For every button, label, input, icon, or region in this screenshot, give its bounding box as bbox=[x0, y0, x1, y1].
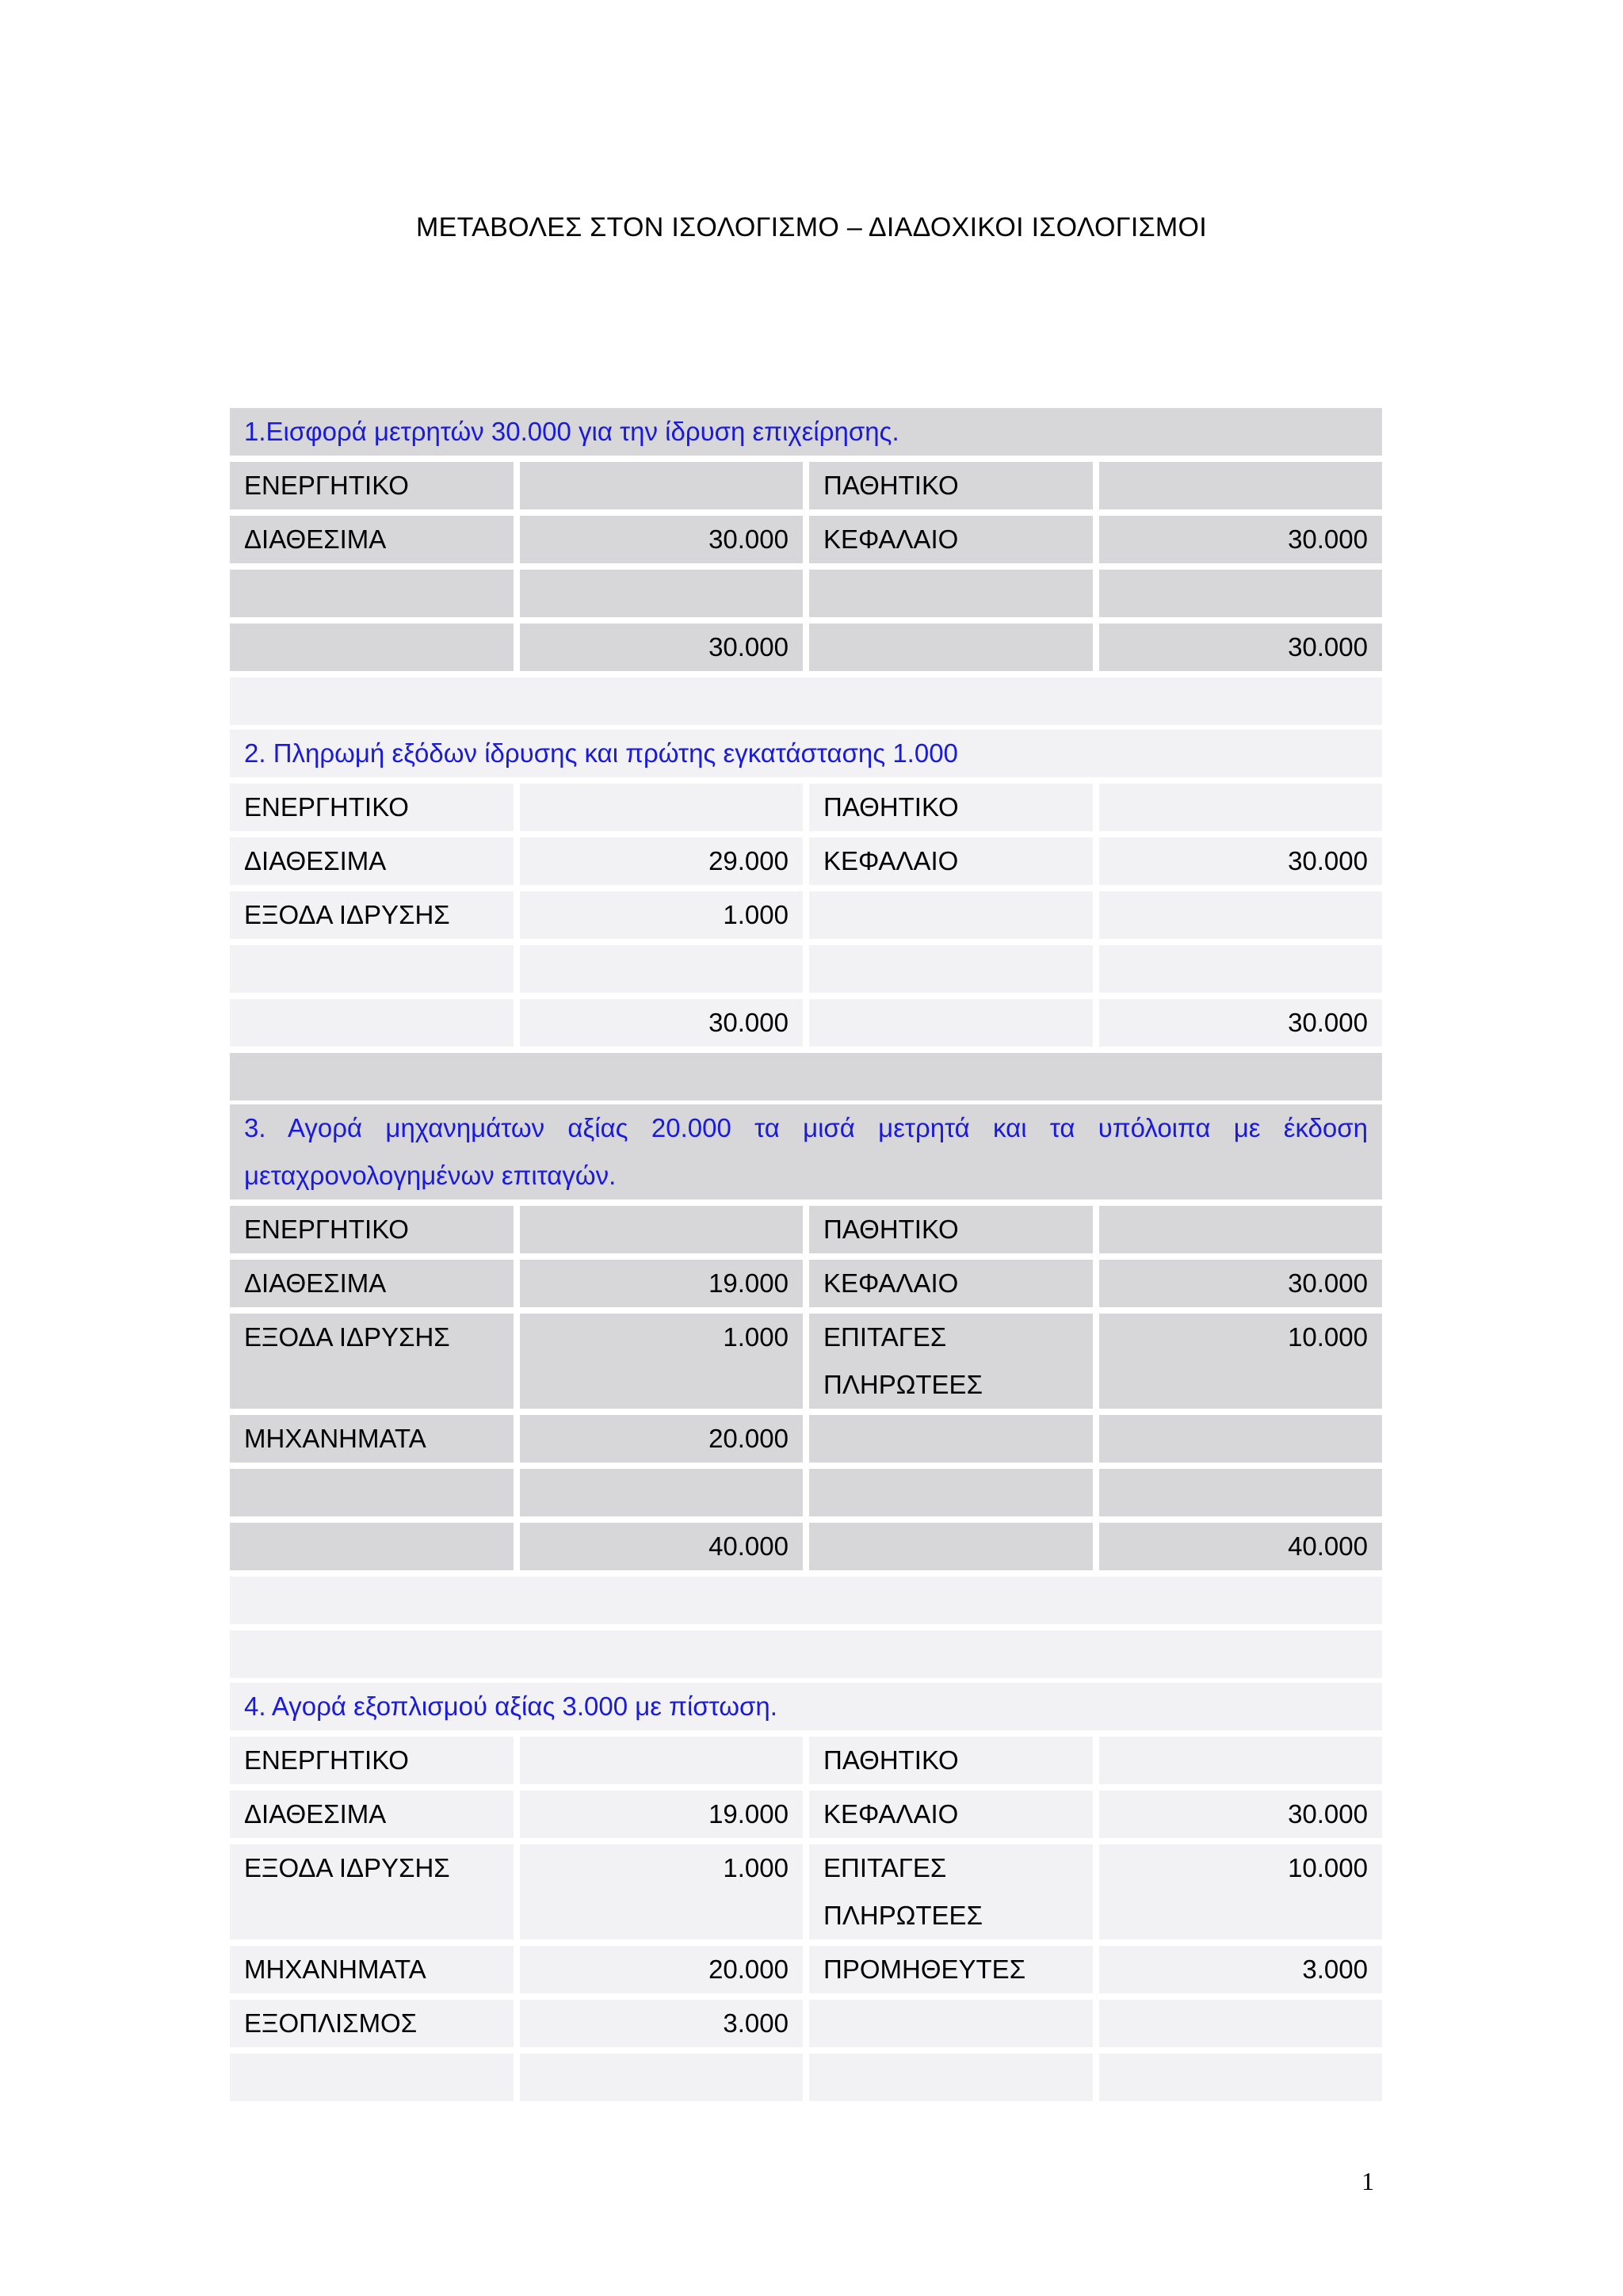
assets-header: ΕΝΕΡΓΗΤΙΚΟ bbox=[230, 1206, 514, 1253]
asset-name: ΔΙΑΘΕΣΙΜΑ bbox=[230, 1260, 514, 1307]
header-row bbox=[230, 784, 1382, 831]
assets-header: ΕΝΕΡΓΗΤΙΚΟ bbox=[230, 1737, 514, 1784]
asset-value: 30.000 bbox=[520, 516, 804, 563]
header-row bbox=[230, 1206, 1382, 1253]
asset-value: 19.000 bbox=[520, 1791, 804, 1838]
liability-name: ΚΕΦΑΛΑΙΟ bbox=[809, 1791, 1093, 1838]
liability-value: 10.000 bbox=[1099, 1314, 1383, 1409]
asset-value: 1.000 bbox=[520, 891, 804, 939]
liabilities-header: ΠΑΘΗΤΙΚΟ bbox=[809, 1737, 1093, 1784]
empty-row bbox=[230, 570, 1382, 617]
liabilities-total: 40.000 bbox=[1099, 1523, 1383, 1570]
spacer-row bbox=[230, 1630, 1382, 1678]
assets-total: 40.000 bbox=[520, 1523, 804, 1570]
table-row bbox=[230, 2000, 1382, 2047]
liability-value: 30.000 bbox=[1099, 1260, 1383, 1307]
section-heading-row bbox=[230, 1683, 1382, 1730]
balance-sheet-3 bbox=[223, 1098, 1388, 1684]
table-row bbox=[230, 1260, 1382, 1307]
liabilities-header: ΠΑΘΗΤΙΚΟ bbox=[809, 1206, 1093, 1253]
asset-value: 19.000 bbox=[520, 1260, 804, 1307]
liability-name: ΕΠΙΤΑΓΕΣ ΠΛΗΡΩΤΕΕΣ bbox=[809, 1844, 1093, 1939]
asset-value: 20.000 bbox=[520, 1946, 804, 1993]
liability-value: 3.000 bbox=[1099, 1946, 1383, 1993]
empty-row bbox=[230, 1469, 1382, 1516]
liability-value: 30.000 bbox=[1099, 837, 1383, 885]
empty-row bbox=[230, 945, 1382, 993]
liabilities-header: ΠΑΘΗΤΙΚΟ bbox=[809, 462, 1093, 509]
asset-name: ΔΙΑΘΕΣΙΜΑ bbox=[230, 837, 514, 885]
table-row bbox=[230, 891, 1382, 939]
table-row bbox=[230, 516, 1382, 563]
assets-total: 30.000 bbox=[520, 624, 804, 671]
section-heading-row bbox=[230, 1104, 1382, 1199]
balance-sheet-1 bbox=[223, 402, 1388, 731]
asset-name: ΔΙΑΘΕΣΙΜΑ bbox=[230, 516, 514, 563]
liabilities-total: 30.000 bbox=[1099, 999, 1383, 1047]
section-heading: 3. Αγορά μηχανημάτων αξίας 20.000 τα μισά μετρητά και τα υπόλοιπα με έκδοση μεταχρονολογημένων επιταγών. bbox=[230, 1104, 1382, 1199]
asset-name: ΕΞΟΔΑ ΙΔΡΥΣΗΣ bbox=[230, 891, 514, 939]
totals-row bbox=[230, 999, 1382, 1047]
totals-row bbox=[230, 1523, 1382, 1570]
spacer-row bbox=[230, 1577, 1382, 1624]
page-number: 1 bbox=[1361, 2167, 1374, 2195]
liability-name: ΕΠΙΤΑΓΕΣ ΠΛΗΡΩΤΕΕΣ bbox=[809, 1314, 1093, 1409]
header-row bbox=[230, 462, 1382, 509]
asset-name: ΕΞΟΔΑ ΙΔΡΥΣΗΣ bbox=[230, 1844, 514, 1939]
asset-value: 3.000 bbox=[520, 2000, 804, 2047]
liability-value: 10.000 bbox=[1099, 1844, 1383, 1939]
table-row bbox=[230, 1415, 1382, 1463]
balance-sheet-4 bbox=[223, 1676, 1388, 2107]
asset-name: ΜΗΧΑΝΗΜΑΤΑ bbox=[230, 1415, 514, 1463]
asset-name: ΕΞΟΔΑ ΙΔΡΥΣΗΣ bbox=[230, 1314, 514, 1409]
table-row bbox=[230, 837, 1382, 885]
totals-row bbox=[230, 624, 1382, 671]
header-row bbox=[230, 1737, 1382, 1784]
assets-header: ΕΝΕΡΓΗΤΙΚΟ bbox=[230, 462, 514, 509]
asset-value: 1.000 bbox=[520, 1844, 804, 1939]
section-heading: 4. Αγορά εξοπλισμού αξίας 3.000 με πίστωση. bbox=[230, 1683, 1382, 1730]
table-row bbox=[230, 1844, 1382, 1939]
section-heading-row bbox=[230, 730, 1382, 777]
liability-name: ΚΕΦΑΛΑΙΟ bbox=[809, 1260, 1093, 1307]
asset-name: ΕΞΟΠΛΙΣΜΟΣ bbox=[230, 2000, 514, 2047]
asset-name: ΜΗΧΑΝΗΜΑΤΑ bbox=[230, 1946, 514, 1993]
asset-value: 29.000 bbox=[520, 837, 804, 885]
liabilities-total: 30.000 bbox=[1099, 624, 1383, 671]
liability-name: ΚΕΦΑΛΑΙΟ bbox=[809, 516, 1093, 563]
section-heading-row bbox=[230, 408, 1382, 456]
assets-total: 30.000 bbox=[520, 999, 804, 1047]
balance-sheet-2 bbox=[223, 723, 1388, 1107]
liability-name: ΚΕΦΑΛΑΙΟ bbox=[809, 837, 1093, 885]
section-heading: 2. Πληρωμή εξόδων ίδρυσης και πρώτης εγκατάστασης 1.000 bbox=[230, 730, 1382, 777]
liabilities-header: ΠΑΘΗΤΙΚΟ bbox=[809, 784, 1093, 831]
table-row bbox=[230, 1946, 1382, 1993]
page-title: ΜΕΤΑΒΟΛΕΣ ΣΤΟΝ ΙΣΟΛΟΓΙΣΜΟ – ΔΙΑΔΟΧΙΚΟΙ ΙΣΟΛΟΓΙΣΜΟΙ bbox=[415, 212, 1208, 242]
section-heading: 1.Εισφορά μετρητών 30.000 για την ίδρυση επιχείρησης. bbox=[230, 408, 1382, 456]
spacer-row bbox=[230, 677, 1382, 725]
empty-row bbox=[230, 2054, 1382, 2101]
assets-header: ΕΝΕΡΓΗΤΙΚΟ bbox=[230, 784, 514, 831]
liability-value: 30.000 bbox=[1099, 516, 1383, 563]
asset-value: 1.000 bbox=[520, 1314, 804, 1409]
liability-value: 30.000 bbox=[1099, 1791, 1383, 1838]
asset-value: 20.000 bbox=[520, 1415, 804, 1463]
liability-name: ΠΡΟΜΗΘΕΥΤΕΣ bbox=[809, 1946, 1093, 1993]
table-row bbox=[230, 1791, 1382, 1838]
spacer-row bbox=[230, 1053, 1382, 1100]
table-row bbox=[230, 1314, 1382, 1409]
asset-name: ΔΙΑΘΕΣΙΜΑ bbox=[230, 1791, 514, 1838]
